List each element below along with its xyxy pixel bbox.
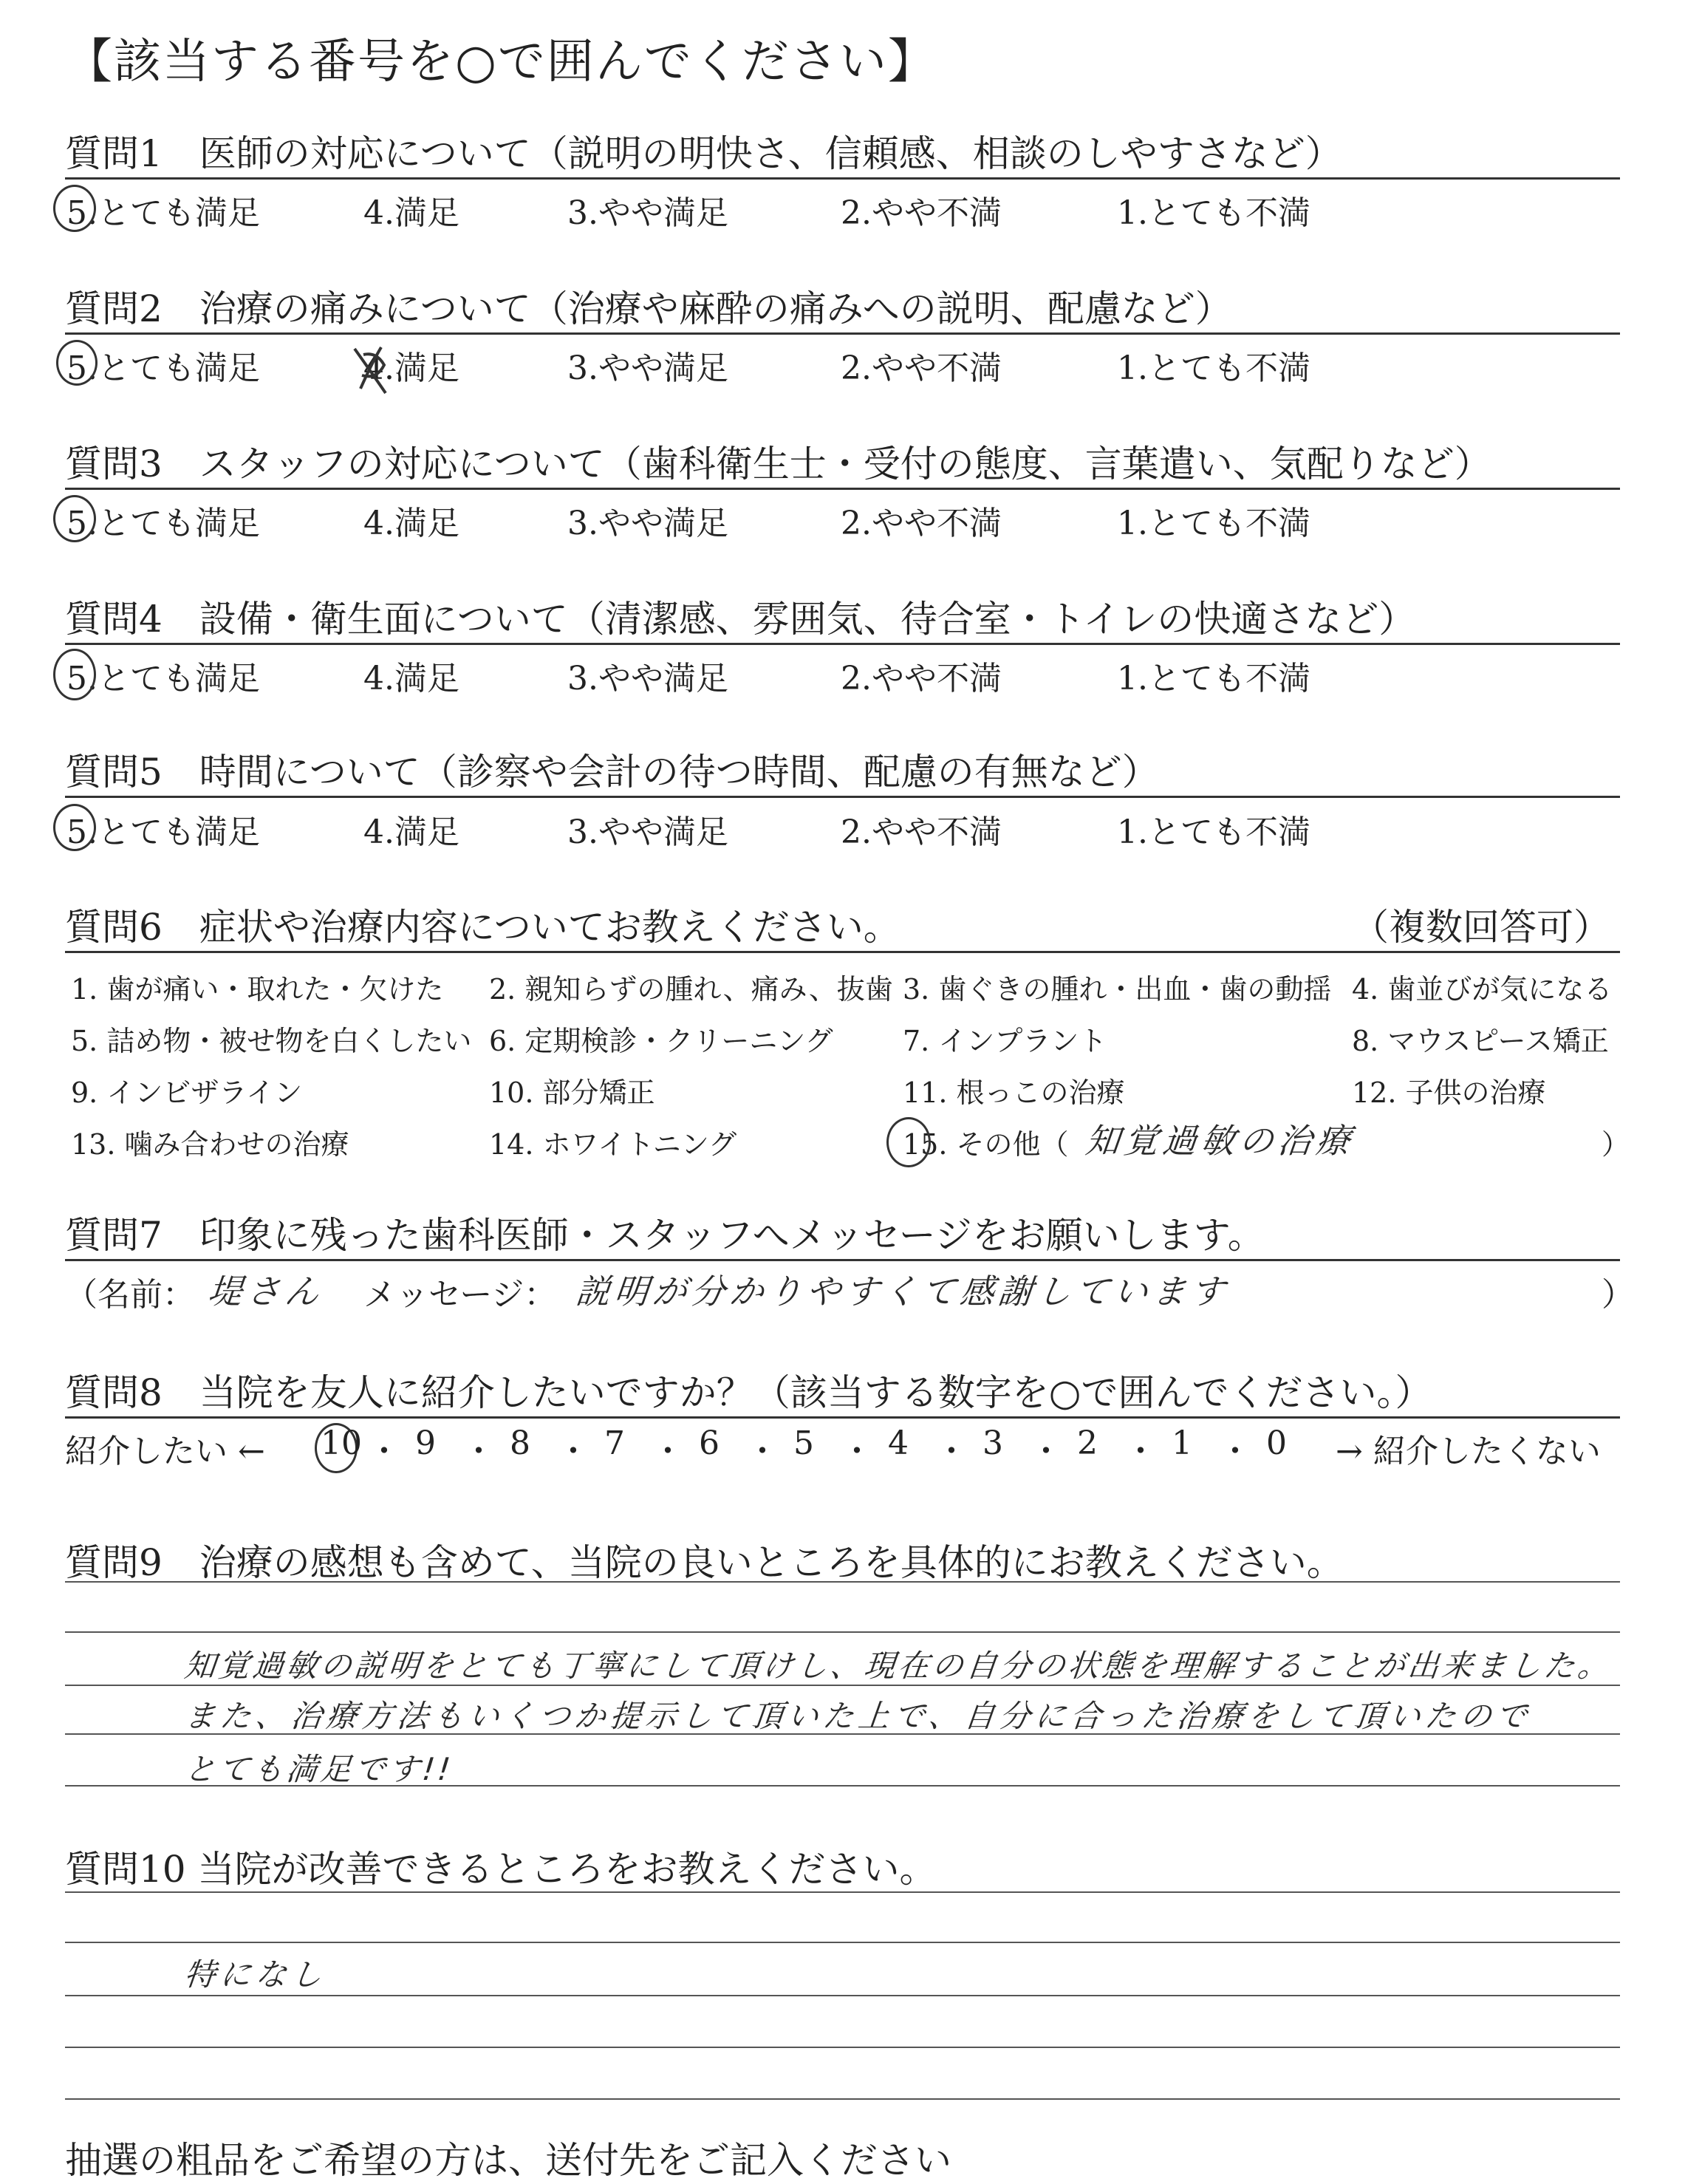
- q8-scale-value-2[interactable]: 2: [1077, 1424, 1098, 1462]
- q9-heading: 質問9 治療の感想も含めて、当院の良いところを具体的にお教えください。: [65, 1541, 1344, 1584]
- q5-option-4[interactable]: 4.満足: [363, 813, 459, 851]
- q8-scale-dot: ・: [557, 1433, 589, 1470]
- q1-option-3[interactable]: 3.やや満足: [567, 194, 728, 232]
- q3-option-4[interactable]: 4.満足: [363, 505, 459, 542]
- q5-option-3[interactable]: 3.やや満足: [567, 813, 728, 851]
- q1-option-2[interactable]: 2.やや不満: [841, 194, 1002, 232]
- q8-heading: 質問8 当院を友人に紹介したいですか？（該当する数字を○で囲んでください。）: [65, 1371, 1432, 1414]
- q1-rule: [65, 177, 1620, 180]
- q7-heading: 質問7 印象に残った歯科医師・スタッフへメッセージをお願いします。: [65, 1214, 1265, 1257]
- q6-option-12[interactable]: 12. 子供の治療: [1352, 1076, 1546, 1109]
- q6-option-10[interactable]: 10. 部分矯正: [489, 1076, 655, 1109]
- q3-option-3[interactable]: 3.やや満足: [567, 505, 728, 542]
- q6-heading: 質問6 症状や治療内容についてお教えください。: [65, 906, 900, 949]
- q4-option-4[interactable]: 4.満足: [363, 660, 459, 697]
- q8-scale-value-10[interactable]: 10: [321, 1424, 362, 1462]
- q10-line-1: [65, 1891, 1620, 1893]
- q7-rule: [65, 1259, 1620, 1261]
- q10-heading: 質問10 当院が改善できるところをお教えください。: [65, 1848, 937, 1891]
- q9-answer-line-2[interactable]: また、治療方法もいくつか提示して頂いた上で、自分に合った治療をして頂いたので: [182, 1698, 1534, 1734]
- q6-option-7[interactable]: 7. インプラント: [903, 1025, 1107, 1057]
- q4-rule: [65, 643, 1620, 645]
- q10-line-2: [65, 1942, 1620, 1943]
- q6-multiple-answer-note: （複数回答可）: [1352, 906, 1610, 949]
- footer-partial-text: 抽選の粗品をご希望の方は、送付先をご記入ください: [65, 2139, 951, 2182]
- q10-answer-line-1[interactable]: 特になし: [182, 1956, 329, 1993]
- q2-option-1[interactable]: 1.とても不満: [1117, 349, 1310, 387]
- q2-option-4[interactable]: 4.満足: [363, 349, 459, 387]
- q8-scale-value-7[interactable]: 7: [604, 1424, 625, 1462]
- q1-option-1[interactable]: 1.とても不満: [1117, 194, 1310, 232]
- q3-option-1[interactable]: 1.とても不満: [1117, 505, 1310, 542]
- q4-option-3[interactable]: 3.やや満足: [567, 660, 728, 697]
- q3-rule: [65, 488, 1620, 490]
- q9-line-2: [65, 1631, 1620, 1633]
- q8-scale-value-3[interactable]: 3: [982, 1424, 1003, 1462]
- q7-name-value[interactable]: 堤さん: [205, 1272, 326, 1311]
- q6-option-9[interactable]: 9. インビザライン: [71, 1076, 303, 1109]
- q7-message-value[interactable]: 説明が分かりやすくて感謝しています: [573, 1272, 1231, 1311]
- q8-left-label: 紹介したい ←: [65, 1433, 265, 1470]
- q1-heading: 質問1 医師の対応について（説明の明快さ、信頼感、相談のしやすさなど）: [65, 132, 1342, 175]
- q1-selection-circle: [53, 185, 96, 232]
- q6-option-6[interactable]: 6. 定期検診・クリーニング: [489, 1025, 833, 1057]
- q9-answer-line-1[interactable]: 知覚過敏の説明をとても丁寧にして頂けし、現在の自分の状態を理解することが出来ました。: [182, 1648, 1614, 1684]
- q8-scale-value-6[interactable]: 6: [699, 1424, 720, 1462]
- q3-option-5[interactable]: 5.とても満足: [66, 505, 260, 542]
- q2-heading: 質問2 治療の痛みについて（治療や麻酔の痛みへの説明、配慮など）: [65, 287, 1232, 330]
- q4-heading: 質問4 設備・衛生面について（清潔感、雰囲気、待合室・トイレの快適さなど）: [65, 598, 1416, 641]
- q6-other-close-paren: ）: [1602, 1128, 1630, 1161]
- q8-scale-value-0[interactable]: 0: [1266, 1424, 1287, 1462]
- q8-scale-dot: ・: [1030, 1433, 1062, 1470]
- q8-scale-dot: ・: [462, 1433, 495, 1470]
- q8-scale-value-8[interactable]: 8: [510, 1424, 530, 1462]
- form-title: 【該当する番号を○で囲んでください】: [65, 35, 937, 89]
- q1-option-5[interactable]: 5.とても満足: [66, 194, 260, 232]
- q7-name-label: （名前：: [65, 1276, 195, 1314]
- q8-right-label: → 紹介したくない: [1336, 1433, 1601, 1470]
- q2-option-5[interactable]: 5.とても満足: [66, 349, 260, 387]
- q8-scale-dot: ・: [652, 1433, 684, 1470]
- q6-option-1[interactable]: 1. 歯が痛い・取れた・欠けた: [71, 973, 444, 1006]
- q10-line-3: [65, 1995, 1620, 1996]
- q5-option-1[interactable]: 1.とても不満: [1117, 813, 1310, 851]
- q1-option-4[interactable]: 4.満足: [363, 194, 459, 232]
- q6-option-14[interactable]: 14. ホワイトニング: [489, 1128, 737, 1161]
- q10-line-4: [65, 2047, 1620, 2048]
- q3-heading: 質問3 スタッフの対応について（歯科衛生士・受付の態度、言葉遣い、気配りなど）: [65, 443, 1491, 485]
- q6-option-15[interactable]: 15. その他（: [903, 1128, 1069, 1161]
- q6-option-13[interactable]: 13. 噛み合わせの治療: [71, 1128, 349, 1161]
- q2-rule: [65, 332, 1620, 335]
- q8-scale-dot: ・: [935, 1433, 968, 1470]
- q8-scale-value-1[interactable]: 1: [1172, 1424, 1192, 1462]
- q5-option-2[interactable]: 2.やや不満: [841, 813, 1002, 851]
- q5-heading: 質問5 時間について（診察や会計の待つ時間、配慮の有無など）: [65, 751, 1159, 794]
- q9-answer-line-3[interactable]: とても満足です!!: [182, 1751, 455, 1787]
- q8-scale-dot: ・: [841, 1433, 873, 1470]
- q6-option-5[interactable]: 5. 詰め物・被せ物を白くしたい: [71, 1025, 472, 1057]
- q6-option-11[interactable]: 11. 根っこの治療: [903, 1076, 1125, 1109]
- q8-scale-dot: ・: [1219, 1433, 1251, 1470]
- q4-option-1[interactable]: 1.とても不満: [1117, 660, 1310, 697]
- q5-option-5[interactable]: 5.とても満足: [66, 813, 260, 851]
- q4-selection-circle: [53, 649, 96, 700]
- q8-rule: [65, 1416, 1620, 1419]
- q2-scribble-mark: [347, 340, 399, 399]
- q3-option-2[interactable]: 2.やや不満: [841, 505, 1002, 542]
- q4-option-5[interactable]: 5.とても満足: [66, 660, 260, 697]
- q2-option-3[interactable]: 3.やや満足: [567, 349, 728, 387]
- q6-selection-circle: [886, 1117, 931, 1167]
- q8-scale-value-5[interactable]: 5: [793, 1424, 814, 1462]
- q8-scale-dot: ・: [368, 1433, 400, 1470]
- q7-close-paren: ）: [1602, 1276, 1634, 1314]
- q3-selection-circle: [53, 495, 96, 542]
- q5-selection-circle: [53, 804, 96, 851]
- q8-scale-dot: ・: [746, 1433, 779, 1470]
- q8-scale-dot: ・: [1124, 1433, 1157, 1470]
- q8-scale-value-4[interactable]: 4: [888, 1424, 909, 1462]
- q7-message-label: メッセージ：: [363, 1276, 557, 1314]
- q9-line-1: [65, 1581, 1620, 1583]
- q6-rule: [65, 951, 1620, 953]
- q6-other-handwritten[interactable]: 知覚過敏の治療: [1083, 1121, 1357, 1161]
- q10-line-5: [65, 2098, 1620, 2100]
- q8-scale-value-9[interactable]: 9: [415, 1424, 436, 1462]
- q2-selection-circle: [56, 340, 98, 386]
- q5-rule: [65, 796, 1620, 798]
- q4-option-2[interactable]: 2.やや不満: [841, 660, 1002, 697]
- q2-option-2[interactable]: 2.やや不満: [841, 349, 1002, 387]
- q6-option-2[interactable]: 2. 親知らずの腫れ、痛み、抜歯: [489, 973, 893, 1006]
- q6-option-3[interactable]: 3. 歯ぐきの腫れ・出血・歯の動揺: [903, 973, 1332, 1006]
- q6-option-8[interactable]: 8. マウスピース矯正: [1352, 1025, 1609, 1057]
- q6-option-4[interactable]: 4. 歯並びが気になる: [1352, 973, 1613, 1006]
